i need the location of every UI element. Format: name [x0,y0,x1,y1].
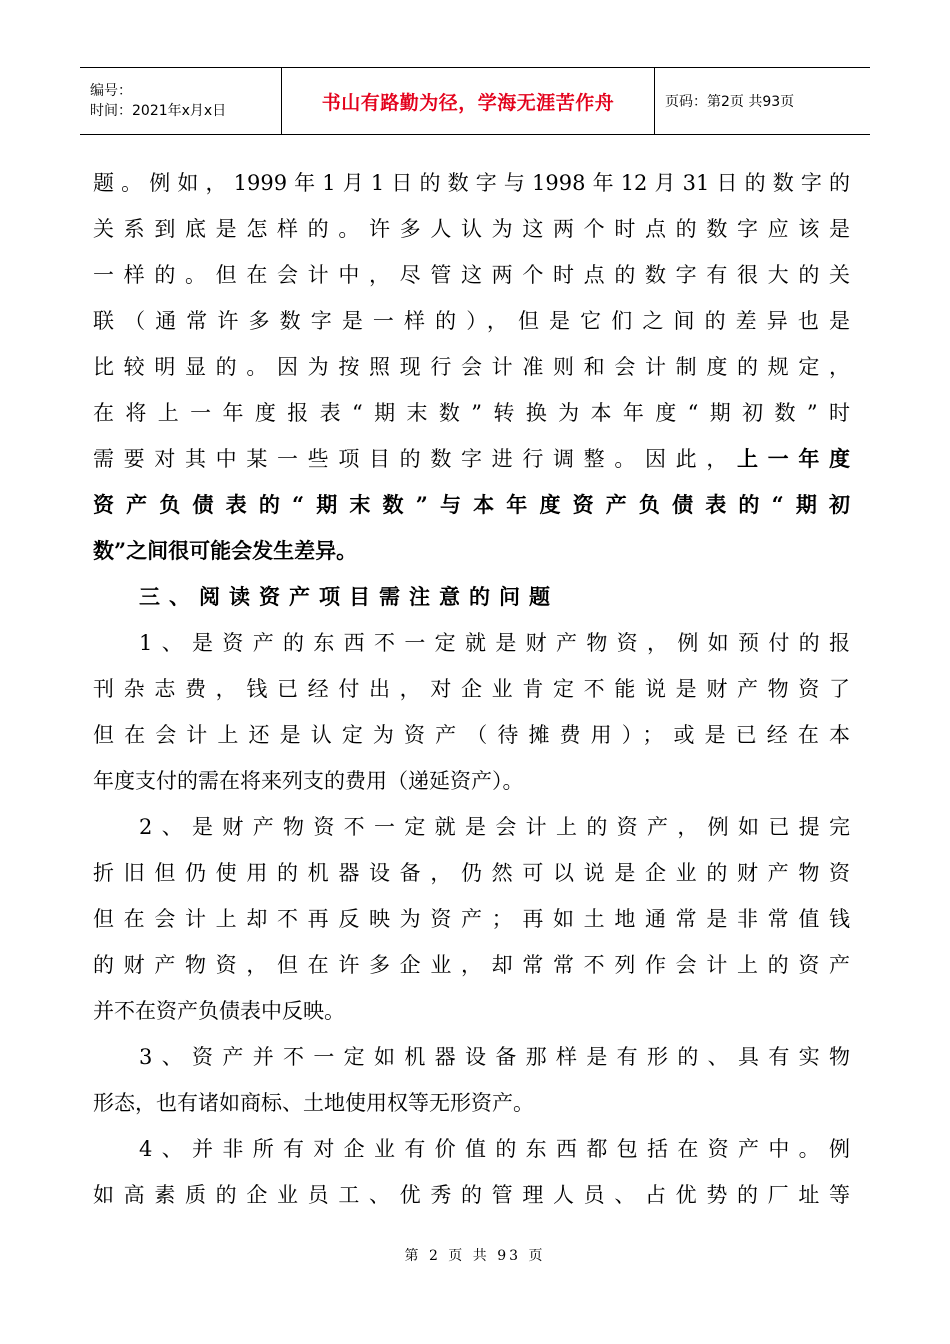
text-line: 并不在资产负债表中反映。 [93,999,345,1023]
text-line: 在将上一年度报表“期末数”转换为本年度“期初数”时 [93,401,850,425]
text-line: 年度支付的需在将来列支的费用（递延资产）。 [93,769,524,793]
time-label: 时间：2021年x月x日 [90,103,227,119]
section-heading: 三、阅读资产项目需注意的问题 [139,584,559,609]
text-line: 的财产物资，但在许多企业，却常常不列作会计上的资产 [93,953,850,977]
text-line: 1、是资产的东西不一定就是财产物资，例如预付的报 [139,631,850,655]
text-line: 折旧但仍使用的机器设备，仍然可以说是企业的财产物资 [93,861,850,885]
header-page-info [655,68,870,134]
text-line: 4、并非所有对企业有价值的东西都包括在资产中。例 [139,1137,850,1161]
bold-text-line: 资产负债表的“期末数”与本年度资产负债表的“期初 [93,492,850,517]
header-meta [80,68,282,134]
page-info-text: 页码：第2页 共93页 [665,94,795,110]
text-line: 题。例如，1999年1月1日的数字与1998年12月31日的数字的 [93,171,850,195]
text-normal: 需要对其中某一些项目的数字进行调整。因此， [93,447,737,471]
page-footer: 第 2 页 共 93 页 [404,1248,546,1264]
text-line: 形态，也有诸如商标、土地使用权等无形资产。 [93,1091,534,1115]
document-body [93,160,850,1218]
text-line: 但在会计上还是认定为资产（待摊费用）；或是已经在本 [93,723,850,747]
text-line: 比较明显的。因为按照现行会计准则和会计制度的规定， [93,355,850,379]
text-bold: 上一年度 [737,446,850,471]
text-line: 关系到底是怎样的。许多人认为这两个时点的数字应该是 [93,217,850,241]
motto-text: 书山有路勤为径，学海无涯苦作舟 [321,91,615,114]
bold-text-line: 数”之间很可能会发生差异。 [93,538,358,563]
number-label: 编号： [90,83,132,99]
text-line: 但在会计上却不再反映为资产；再如土地通常是非常值钱 [93,907,850,931]
text-line: 一样的。但在会计中，尽管这两个时点的数字有很大的关 [93,263,850,287]
text-line: 联（通常许多数字是一样的），但是它们之间的差异也是 [93,309,850,333]
header-motto [282,68,655,134]
text-line: 3、资产并不一定如机器设备那样是有形的、具有实物 [139,1045,850,1069]
text-line: 2、是财产物资不一定就是会计上的资产，例如已提完 [139,815,850,839]
text-line-mixed [93,436,850,482]
text-line: 如高素质的企业员工、优秀的管理人员、占优势的厂址等 [93,1183,850,1207]
text-line: 刊杂志费，钱已经付出，对企业肯定不能说是财产物资了 [93,677,850,701]
document-header [80,67,870,135]
